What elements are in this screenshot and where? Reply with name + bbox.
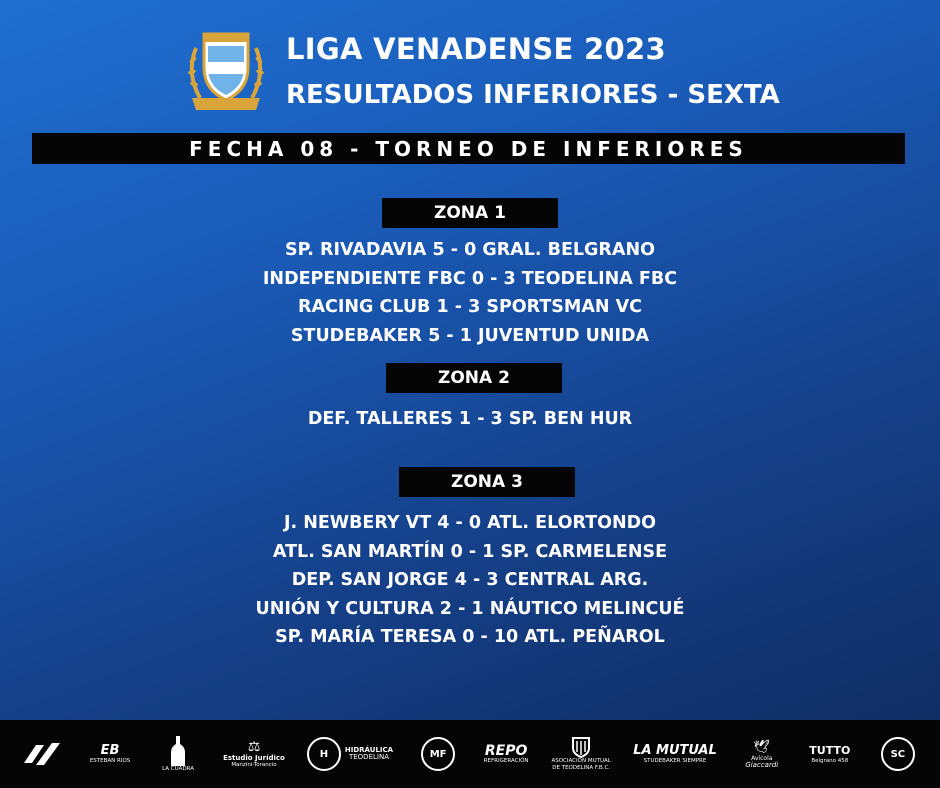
- sponsor-logo-7: [483, 729, 529, 779]
- sponsor-sub: Manzini-Torancio: [231, 762, 277, 768]
- sponsor-sub: ASOCIACIÓN MUTUAL DE TEODELINA F.B.C.: [551, 758, 611, 771]
- sponsor-logo-2: [87, 729, 133, 779]
- zone-3-label: ZONA 3: [399, 467, 575, 497]
- sponsor-name: Estudio Jurídico: [223, 754, 285, 762]
- match-result: UNIÓN Y CULTURA 2 - 1 NÁUTICO MELINCUÉ: [255, 598, 685, 619]
- sponsor-sub: STUDEBAKER SIEMPRE: [643, 757, 707, 764]
- club-shield-icon: [571, 736, 591, 758]
- match-result: INDEPENDIENTE FBC 0 - 3 TEODELINA FBC: [262, 268, 678, 289]
- match-result: DEP. SAN JORGE 4 - 3 CENTRAL ARG.: [291, 570, 649, 590]
- sponsor-name: SC: [881, 737, 915, 771]
- sponsor-name: HIDRÁULICA: [344, 746, 394, 754]
- match-result: STUDEBAKER 5 - 1 JUVENTUD UNIDA: [290, 325, 650, 346]
- sponsor-logo-12: [875, 729, 921, 779]
- match-result: RACING CLUB 1 - 3 SPORTSMAN VC: [297, 297, 642, 317]
- sponsor-sub: TEODELINA: [348, 753, 389, 761]
- sponsor-sub: LA CUADRA: [162, 765, 195, 772]
- match-result: J. NEWBERY VT 4 - 0 ATL. ELORTONDO: [283, 513, 657, 533]
- sponsor-name: Avícola: [751, 754, 773, 762]
- bottle-icon: [170, 736, 186, 766]
- sponsor-logo-11: [807, 729, 853, 779]
- sponsor-logo-1: [19, 729, 65, 779]
- sponsor-sub: REFRIGERACIÓN: [483, 757, 529, 764]
- sponsor-logo-5: [307, 729, 393, 779]
- sponsor-sub: ESTEBAN RIOS: [89, 757, 131, 764]
- fecha-banner: [32, 133, 905, 164]
- sponsor-logo-8: [551, 729, 611, 779]
- match-result: SP. MARÍA TERESA 0 - 10 ATL. PEÑAROL: [275, 627, 665, 647]
- zone-2-results: [0, 405, 940, 434]
- page-title: LIGA VENADENSE 2023: [286, 32, 666, 66]
- sponsor-sub: Belgrano 458: [811, 757, 849, 764]
- sponsor-name: EB: [100, 742, 120, 758]
- sponsor-logo-10: [739, 729, 785, 779]
- match-result: DEF. TALLERES 1 - 3 SP. BEN HUR: [307, 409, 633, 429]
- sponsor-name: TUTTO: [809, 743, 851, 757]
- hydraulic-icon: H: [307, 737, 341, 771]
- sponsor-name: MF: [421, 737, 455, 771]
- league-crest-logo: [186, 28, 266, 112]
- scales-icon: ⚖: [247, 739, 261, 755]
- page-subtitle: RESULTADOS INFERIORES - SEXTA: [286, 80, 780, 110]
- match-result: SP. RIVADAVIA 5 - 0 GRAL. BELGRANO: [285, 240, 655, 260]
- match-result: ATL. SAN MARTÍN 0 - 1 SP. CARMELENSE: [272, 541, 668, 562]
- zone-2-label: ZONA 2: [386, 363, 562, 393]
- zone-1-results: [0, 236, 940, 350]
- sponsor-name: LA MUTUAL: [633, 742, 717, 758]
- sponsor-logo-9: [633, 729, 717, 779]
- sponsor-logo-6: [415, 729, 461, 779]
- sponsor-name: REPO: [484, 742, 528, 759]
- sponsors-bar: [0, 720, 940, 788]
- sponsor-logo-4: [223, 729, 285, 779]
- sponsor-sub: Giaccardi: [745, 760, 779, 769]
- zone-1-label: ZONA 1: [382, 198, 558, 228]
- sponsor-logo-3: [155, 729, 201, 779]
- zone-3-results: [0, 509, 940, 652]
- fecha-label: FECHA 08 - TORNEO DE INFERIORES: [189, 136, 748, 161]
- bird-icon: 🕊: [753, 739, 771, 755]
- sponsor-swoosh-icon: [22, 739, 62, 769]
